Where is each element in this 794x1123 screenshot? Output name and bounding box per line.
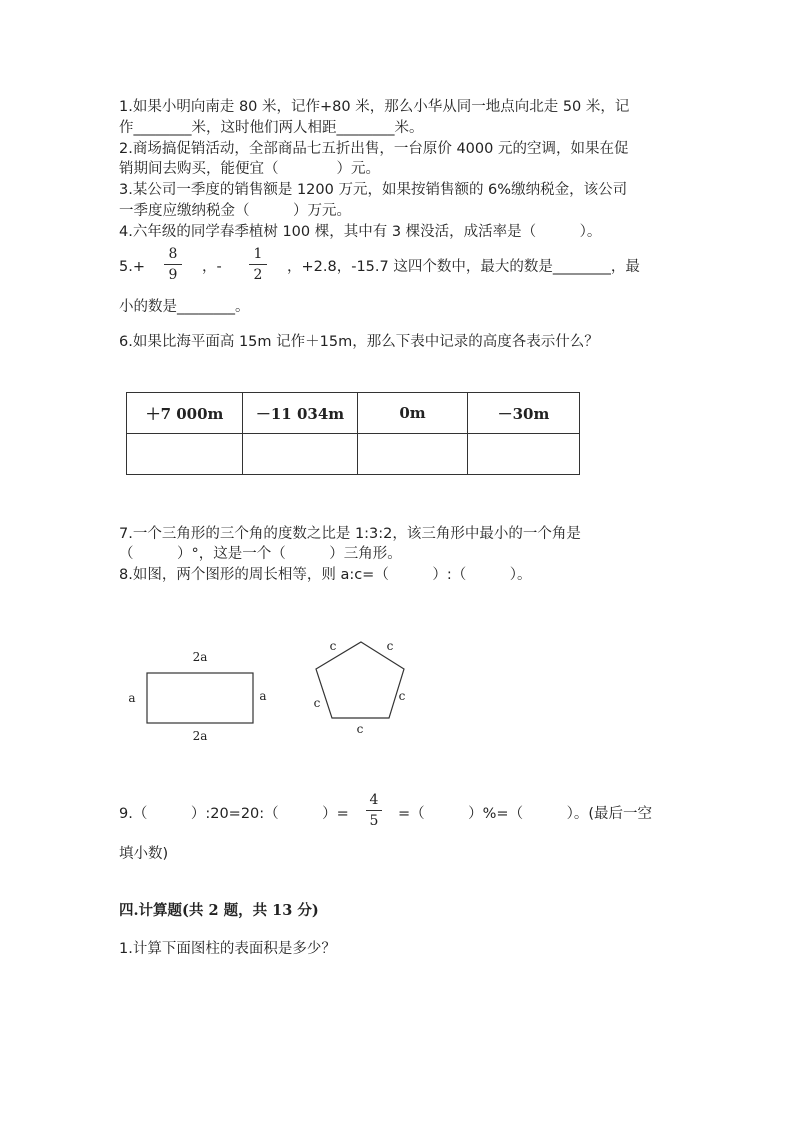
pentagon-side-label: c [386, 639, 394, 653]
fraction-bar [366, 810, 382, 811]
q9-part2: =（ ）%=（ ）。(最后一空 [398, 806, 652, 822]
q6-text: 6.如果比海平面高 15m 记作＋15m，那么下表中记录的高度各表示什么？ [119, 334, 599, 350]
fraction-bar [164, 264, 182, 265]
q9-fraction-denominator: 5 [369, 813, 379, 829]
q5-line2: 小的数是________。 [119, 299, 250, 315]
answer-cell[interactable] [127, 434, 243, 475]
q5-separator: ，- [202, 259, 222, 275]
q9-line2: 填小数) [119, 846, 169, 862]
fraction-bar [249, 264, 267, 265]
rect-top-label: 2a [192, 650, 208, 664]
table-header-cell: 0m [358, 393, 468, 434]
q1-line1: 1.如果小明向南走 80 米，记作+80 米，那么小华从同一地点向北走 50 米，记 [119, 99, 630, 115]
q7-line2: （ ）°，这是一个（ ）三角形。 [119, 546, 402, 562]
pentagon-side-label: c [329, 639, 337, 653]
q9-part1: 9.（ ）:20=20:（ ）= [119, 806, 349, 822]
q5-fraction-1-denominator: 9 [168, 267, 178, 283]
pentagon-side-label: c [356, 722, 364, 736]
q2-line2: 销期间去购买，能便宜（ ）元。 [119, 161, 380, 177]
q5-prefix: 5.+ [119, 259, 145, 275]
table-answer-row [127, 434, 580, 475]
answer-cell[interactable] [468, 434, 580, 475]
pentagon-shape [313, 642, 404, 718]
rect-bottom-label: 2a [192, 729, 208, 743]
perimeter-figures [120, 630, 420, 750]
q5-fraction-1-numerator: 8 [168, 246, 178, 262]
table-header-row [127, 393, 580, 434]
heights-table [126, 392, 580, 475]
q9-fraction-numerator: 4 [369, 792, 379, 808]
rectangle-shape [147, 673, 253, 723]
q5-fraction-2-numerator: 1 [253, 246, 263, 262]
answer-cell[interactable] [358, 434, 468, 475]
q2-line1: 2.商场搞促销活动，全部商品七五折出售，一台原价 4000 元的空调，如果在促 [119, 141, 629, 157]
q8-text: 8.如图，两个图形的周长相等，则 a:c=（ ）:（ ）。 [119, 567, 532, 583]
table-header-cell: －11 034m [243, 393, 358, 434]
q5-fraction-2-denominator: 2 [253, 267, 263, 283]
q5-fraction-2 [249, 246, 267, 283]
pentagon-side-label: c [313, 696, 321, 710]
q3-line1: 3.某公司一季度的销售额是 1200 万元，如果按销售额的 6%缴纳税金，该公司 [119, 182, 628, 198]
pentagon-side-label: c [398, 689, 406, 703]
rect-right-label: a [259, 689, 267, 703]
rect-left-label: a [128, 691, 136, 705]
q3-line2: 一季度应缴纳税金（ ）万元。 [119, 203, 351, 219]
table-header-cell: ＋7 000m [127, 393, 243, 434]
q5-rest: ，+2.8，-15.7 这四个数中，最大的数是________，最 [287, 259, 640, 275]
table-header-cell: －30m [468, 393, 580, 434]
q5-fraction-1 [164, 246, 182, 283]
section4-q1: 1.计算下面图柱的表面积是多少？ [119, 941, 336, 957]
section-heading: 四.计算题(共 2 题，共 13 分) [119, 902, 319, 919]
q4-line1: 4.六年级的同学春季植树 100 棵，其中有 3 棵没活，成活率是（ ）。 [119, 224, 602, 240]
q1-line2: 作________米，这时他们两人相距________米。 [119, 120, 424, 136]
q9-fraction [366, 792, 382, 829]
answer-cell[interactable] [243, 434, 358, 475]
q7-line1: 7.一个三角形的三个角的度数之比是 1:3:2，该三角形中最小的一个角是 [119, 526, 581, 542]
